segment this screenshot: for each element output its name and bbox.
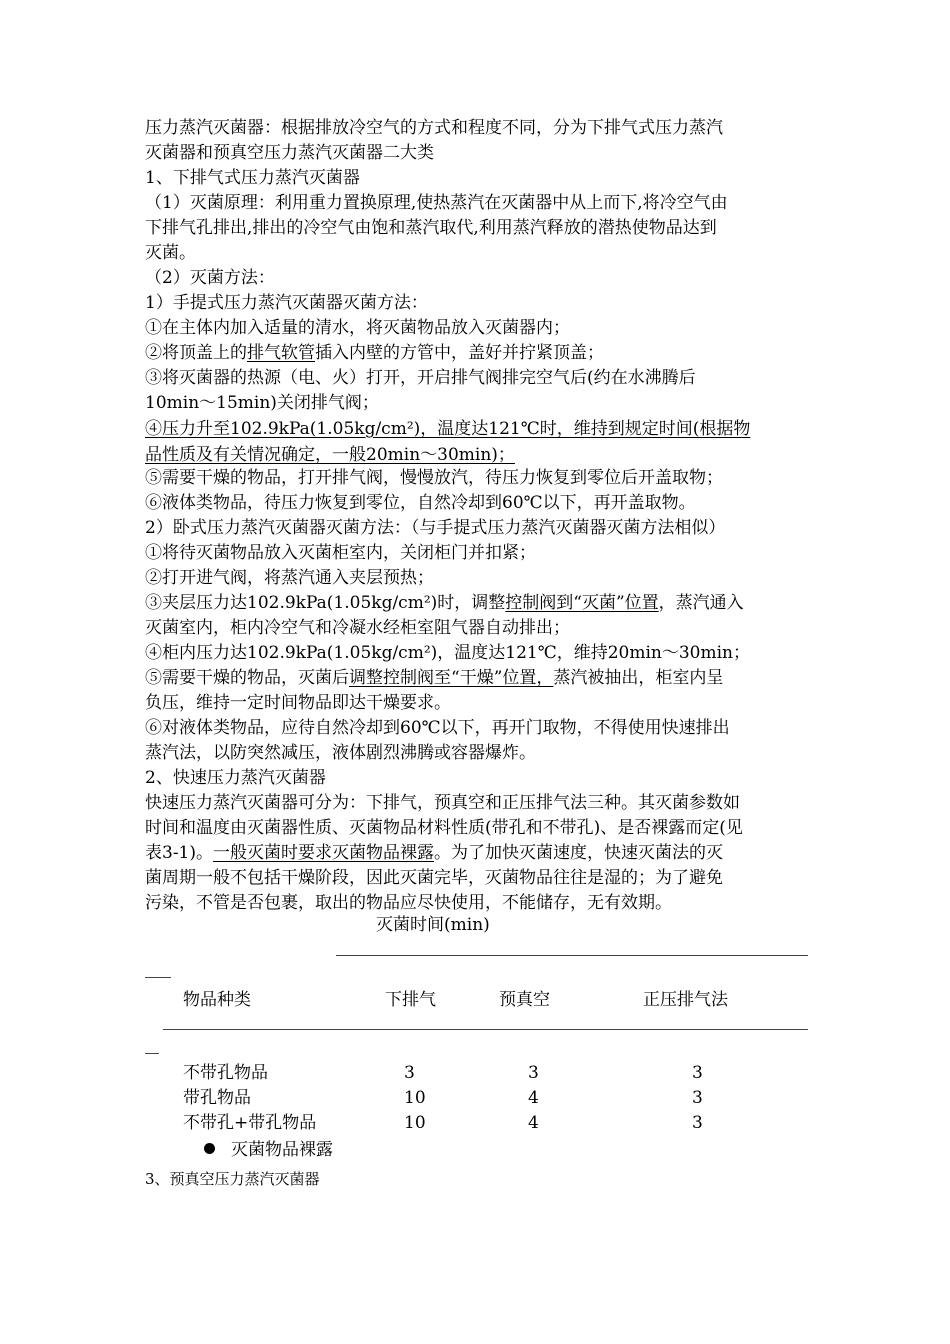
table-cell: 3	[692, 1113, 703, 1133]
table-cell: 4	[528, 1113, 539, 1133]
section-heading-3-text: 3、预真空压力蒸汽灭菌器	[145, 1170, 320, 1188]
text-segment: 2、快速压力蒸汽灭菌器	[145, 768, 326, 788]
table-note-text: 灭菌物品裸露	[231, 1140, 333, 1160]
text-segment: 1、下排气式压力蒸汽灭菌器	[145, 168, 360, 188]
table-rule-mid-stub	[145, 1053, 159, 1054]
text-line	[145, 141, 434, 165]
text-line	[145, 566, 434, 590]
text-line	[145, 641, 750, 665]
text-segment: ⑥对液体类物品，应待自然冷却到60℃以下，再开门取物，不得使用快速排出	[145, 718, 730, 738]
text-line	[145, 816, 743, 840]
text-segment: 一般灭菌时要求灭菌物品裸露	[213, 843, 435, 863]
bullet-icon	[204, 1143, 215, 1154]
text-line	[145, 541, 536, 565]
text-segment: 压力蒸汽灭菌器：根据排放冷空气的方式和程度不同，分为下排气式压力蒸汽	[145, 118, 723, 138]
text-line	[145, 417, 750, 441]
text-line	[145, 716, 730, 740]
text-segment: （1）灭菌原理：利用重力置换原理,使热蒸汽在灭菌器中从上而下,将冷空气由	[145, 193, 728, 213]
text-segment: 品性质及有关情况确定，一般20min～30min)；	[145, 445, 515, 465]
text-segment: 下排气孔排出,排出的冷空气由饱和蒸汽取代,利用蒸汽释放的潜热使物品达到	[145, 218, 717, 238]
text-line	[145, 391, 379, 415]
text-line	[145, 341, 604, 365]
text-line	[145, 866, 723, 890]
text-line	[145, 191, 728, 215]
text-line	[145, 666, 723, 690]
table-cell: 3	[404, 1063, 415, 1083]
text-line	[145, 116, 723, 140]
text-segment: ④压力升至102.9kPa(1.05kg/cm²)，温度达121℃时，维持到规定时间(根据物	[145, 419, 751, 439]
text-segment: 2）卧式压力蒸汽灭菌器灭菌方法：（与手提式压力蒸汽灭菌器灭菌方法相似）	[145, 518, 726, 538]
table-row-label: 不带孔物品	[183, 1063, 268, 1083]
text-line	[145, 791, 740, 815]
text-line	[145, 466, 723, 490]
text-segment: 污染，不管是否包裹，取出的物品应尽快使用，不能储存，无有效期。	[145, 893, 672, 913]
text-segment: 蒸汽被抽出，柜室内呈	[553, 668, 724, 688]
text-line	[145, 516, 725, 540]
table-cell: 3	[692, 1063, 703, 1083]
text-segment: 1）手提式压力蒸汽灭菌器灭菌方法：	[145, 293, 428, 313]
table-rule-top-stub	[145, 977, 171, 978]
text-line	[145, 741, 536, 765]
text-line	[145, 291, 428, 315]
text-line	[145, 443, 515, 467]
table-cell: 10	[404, 1088, 426, 1108]
text-segment: ②打开进气阀，将蒸汽通入夹层预热；	[145, 568, 434, 588]
text-segment: ①将待灭菌物品放入灭菌柜室内，关闭柜门并扣紧；	[145, 543, 536, 563]
table-header-item: 物品种类	[183, 990, 251, 1010]
text-line	[145, 841, 723, 865]
text-segment: 负压，维持一定时间物品即达干燥要求。	[145, 693, 451, 713]
text-segment: 灭菌室内，柜内冷空气和冷凝水经柜室阻气器自动排出；	[145, 618, 570, 638]
table-row-label: 带孔物品	[183, 1088, 251, 1108]
table-row-label: 不带孔+带孔物品	[183, 1113, 317, 1133]
text-line	[145, 366, 696, 390]
text-segment: ⑥液体类物品，待压力恢复到零位，自然冷却到60℃以下，再开盖取物。	[145, 493, 696, 513]
text-segment: ，蒸汽通入	[658, 593, 744, 613]
text-line	[145, 166, 360, 190]
table-cell: 3	[692, 1088, 703, 1108]
text-segment: 时间和温度由灭菌器性质、灭菌物品材料性质(带孔和不带孔)、是否裸露而定(见	[145, 818, 743, 838]
text-segment: 菌周期一般不包括干燥阶段，因此灭菌完毕，灭菌物品往往是湿的；为了避免	[145, 868, 723, 888]
table-cell: 3	[528, 1063, 539, 1083]
table-rule-mid	[163, 1029, 808, 1030]
text-line	[145, 216, 717, 240]
text-line	[145, 241, 196, 265]
table-note	[204, 1138, 333, 1162]
text-line	[145, 766, 326, 790]
text-line	[145, 491, 696, 515]
text-segment: 蒸汽法，以防突然减压，液体剧烈沸腾或容器爆炸。	[145, 743, 536, 763]
text-segment: 插入内壁的方管中，盖好并拧紧顶盖；	[315, 343, 604, 363]
table-header-downward: 下排气	[385, 990, 436, 1010]
text-segment: 。为了加快灭菌速度，快速灭菌法的灭	[434, 843, 724, 863]
text-line	[145, 891, 672, 915]
text-segment: 控制阀到“灭菌”位置	[505, 593, 659, 613]
table-cell: 4	[528, 1088, 539, 1108]
text-segment: ②将顶盖上的	[145, 343, 247, 363]
table-rule-top	[336, 955, 808, 956]
text-segment: ⑤需要干燥的物品，灭菌后	[145, 668, 349, 688]
text-line	[145, 591, 744, 615]
text-line	[145, 266, 275, 290]
text-segment: （2）灭菌方法：	[145, 268, 275, 288]
text-segment: ③将灭菌器的热源（电、火）打开，开启排气阀排完空气后(约在水沸腾后	[145, 368, 696, 388]
table-header-positive: 正压排气法	[643, 990, 728, 1010]
text-segment: ④柜内压力达102.9kPa(1.05kg/cm²)，温度达121℃，维持20min～30min；	[145, 643, 751, 663]
text-segment: 快速压力蒸汽灭菌器可分为：下排气，预真空和正压排气法三种。其灭菌参数如	[145, 793, 740, 813]
table-header-prevacuum: 预真空	[499, 990, 550, 1010]
text-line	[145, 691, 451, 715]
section-heading-3	[145, 1167, 320, 1191]
text-segment: 灭菌。	[145, 243, 196, 263]
text-segment: 灭菌器和预真空压力蒸汽灭菌器二大类	[145, 143, 434, 163]
text-segment: 排气软管	[247, 343, 315, 363]
text-segment: 表3-1)。	[145, 843, 214, 863]
table-cell: 10	[404, 1113, 426, 1133]
text-segment: ③夹层压力达102.9kPa(1.05kg/cm²)时，调整	[145, 593, 506, 613]
text-line	[145, 316, 570, 340]
text-segment: 调整控制阀至“干燥”位置，	[349, 668, 554, 688]
text-segment: ⑤需要干燥的物品，打开排气阀，慢慢放汽，待压力恢复到零位后开盖取物；	[145, 468, 723, 488]
text-line	[145, 616, 570, 640]
text-segment: ①在主体内加入适量的清水，将灭菌物品放入灭菌器内；	[145, 318, 570, 338]
table-caption: 灭菌时间(min)	[376, 915, 490, 935]
text-segment: 10min～15min)关闭排气阀；	[145, 393, 379, 413]
